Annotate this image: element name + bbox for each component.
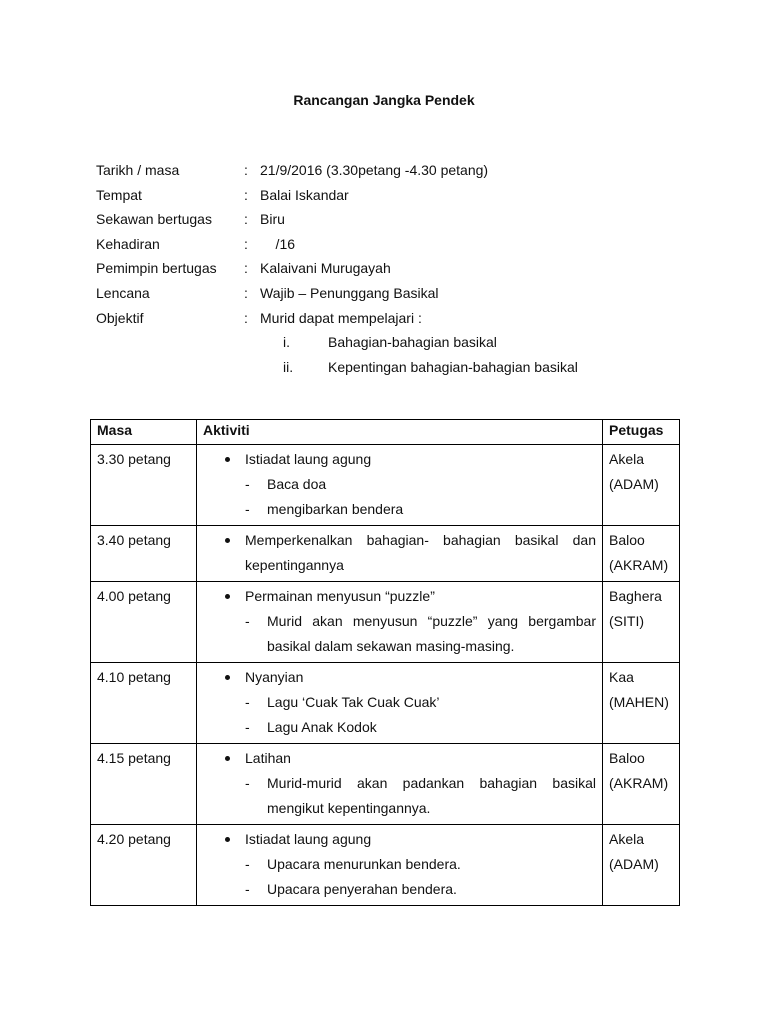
activity-sub-text: mengikut kepentingannya. (267, 800, 431, 816)
masa-cell (91, 582, 197, 663)
activity-sub-cont (203, 634, 596, 659)
objective-number: ii. (283, 358, 294, 375)
activity-sub-text: Murid akan menyusun “puzzle” yang bergambar (267, 613, 596, 629)
activity-sub-text: Upacara penyerahan bendera. (267, 881, 457, 897)
bullet-icon (225, 837, 230, 842)
activity-sub (203, 497, 596, 522)
masa-text: 3.40 petang (97, 532, 171, 548)
petugas-name: (AKRAM) (609, 775, 669, 791)
info-label: Tempat (96, 186, 142, 203)
schedule-table (90, 419, 680, 906)
activity-sub-text: Lagu ‘Cuak Tak Cuak Cuak’ (267, 694, 440, 710)
masa-cell (91, 825, 197, 906)
table-row (91, 582, 680, 663)
bullet-icon (225, 538, 230, 543)
info-label: Pemimpin bertugas (96, 260, 217, 277)
info-label: Sekawan bertugas (96, 211, 212, 228)
info-colon: : (244, 186, 248, 203)
activity-main-cont (203, 553, 596, 578)
info-value: /16 (260, 235, 296, 252)
info-label: Lencana (96, 284, 150, 301)
activity-main (203, 584, 596, 609)
activity-main (203, 665, 596, 690)
activity-sub-text: Murid-murid akan padankan bahagian basikal (267, 775, 596, 791)
petugas-name: (AKRAM) (609, 557, 669, 573)
masa-text: 4.15 petang (97, 750, 171, 766)
dash-icon: - (245, 719, 250, 735)
bullet-icon (225, 756, 230, 761)
aktiviti-cell (197, 582, 603, 663)
info-colon: : (244, 309, 248, 326)
bullet-icon (225, 675, 230, 680)
dash-icon: - (245, 694, 250, 710)
petugas-cell (603, 663, 680, 744)
activity-main-text: Memperkenalkan bahagian- bahagian basikal dan (245, 532, 596, 548)
petugas-name: (ADAM) (609, 856, 659, 872)
masa-text: 4.10 petang (97, 669, 171, 685)
aktiviti-cell (197, 445, 603, 526)
dash-icon: - (245, 476, 250, 492)
petugas-role: Baloo (609, 750, 645, 766)
objective-text: Kepentingan bahagian-bahagian basikal (328, 358, 578, 375)
dash-icon: - (245, 613, 250, 629)
petugas-role: Akela (609, 451, 645, 467)
petugas-cell (603, 526, 680, 582)
activity-sub (203, 771, 596, 796)
dash-icon: - (245, 881, 250, 897)
activity-sub-text: Baca doa (267, 476, 327, 492)
activity-main (203, 528, 596, 553)
table-row (91, 526, 680, 582)
info-value: Biru (260, 211, 285, 228)
info-label: Kehadiran (96, 235, 160, 252)
activity-sub-text: basikal dalam sekawan masing-masing. (267, 638, 515, 654)
info-colon: : (244, 284, 248, 301)
activity-sub (203, 472, 596, 497)
petugas-cell (603, 582, 680, 663)
table-row (91, 744, 680, 825)
info-value: Murid dapat mempelajari : (260, 309, 422, 326)
aktiviti-cell (197, 744, 603, 825)
table-row (91, 825, 680, 906)
activity-main-text: Permainan menyusun “puzzle” (245, 588, 435, 604)
activity-sub (203, 690, 596, 715)
activity-main-text: Istiadat laung agung (245, 831, 372, 847)
table-header-row (91, 420, 680, 445)
table-row (91, 663, 680, 744)
bullet-icon (225, 457, 230, 462)
activity-main-text: Latihan (245, 750, 291, 766)
info-colon: : (244, 235, 248, 252)
masa-cell (91, 744, 197, 825)
header-petugas: Petugas (603, 420, 680, 445)
masa-cell (91, 663, 197, 744)
activity-main (203, 827, 596, 852)
activity-sub-text: Lagu Anak Kodok (267, 719, 377, 735)
masa-cell (91, 526, 197, 582)
petugas-cell (603, 445, 680, 526)
info-label: Objektif (96, 309, 144, 326)
info-value: Kalaivani Murugayah (260, 260, 391, 277)
info-label: Tarikh / masa (96, 162, 180, 178)
dash-icon: - (245, 501, 250, 517)
dash-icon: - (245, 775, 250, 791)
petugas-role: Akela (609, 831, 645, 847)
info-value: Balai Iskandar (260, 186, 349, 203)
petugas-role: Baghera (609, 588, 662, 604)
table-row (91, 445, 680, 526)
info-colon: : (244, 211, 248, 228)
aktiviti-cell (197, 526, 603, 582)
activity-sub-text: Upacara menurunkan bendera. (267, 856, 461, 872)
petugas-name: (SITI) (609, 613, 644, 629)
info-colon: : (244, 260, 248, 277)
masa-text: 4.00 petang (97, 588, 171, 604)
activity-sub-text: mengibarkan bendera (267, 501, 404, 517)
petugas-cell (603, 825, 680, 906)
masa-text: 3.30 petang (97, 451, 171, 467)
info-value: 21/9/2016 (3.30petang -4.30 petang) (260, 162, 489, 178)
objective-text: Bahagian-bahagian basikal (328, 334, 497, 351)
activity-sub-cont (203, 796, 596, 821)
activity-main-cont-text: kepentingannya (245, 557, 344, 573)
activity-sub (203, 877, 596, 902)
page-title: Rancangan Jangka Pendek (293, 92, 475, 108)
activity-main-text: Nyanyian (245, 669, 304, 685)
activity-sub (203, 852, 596, 877)
masa-text: 4.20 petang (97, 831, 171, 847)
masa-cell (91, 445, 197, 526)
aktiviti-cell (197, 825, 603, 906)
info-value: Wajib – Penunggang Basikal (260, 284, 439, 301)
activity-main (203, 447, 596, 472)
header-aktiviti: Aktiviti (197, 420, 603, 445)
info-colon: : (244, 162, 248, 178)
petugas-name: (MAHEN) (609, 694, 669, 710)
activity-sub (203, 715, 596, 740)
aktiviti-cell (197, 663, 603, 744)
petugas-name: (ADAM) (609, 476, 659, 492)
petugas-cell (603, 744, 680, 825)
dash-icon: - (245, 856, 250, 872)
bullet-icon (225, 594, 230, 599)
activity-main-text: Istiadat laung agung (245, 451, 372, 467)
activity-sub (203, 609, 596, 634)
objective-number: i. (283, 334, 290, 351)
petugas-role: Kaa (609, 669, 634, 685)
activity-main (203, 746, 596, 771)
header-masa: Masa (91, 420, 197, 445)
petugas-role: Baloo (609, 532, 645, 548)
